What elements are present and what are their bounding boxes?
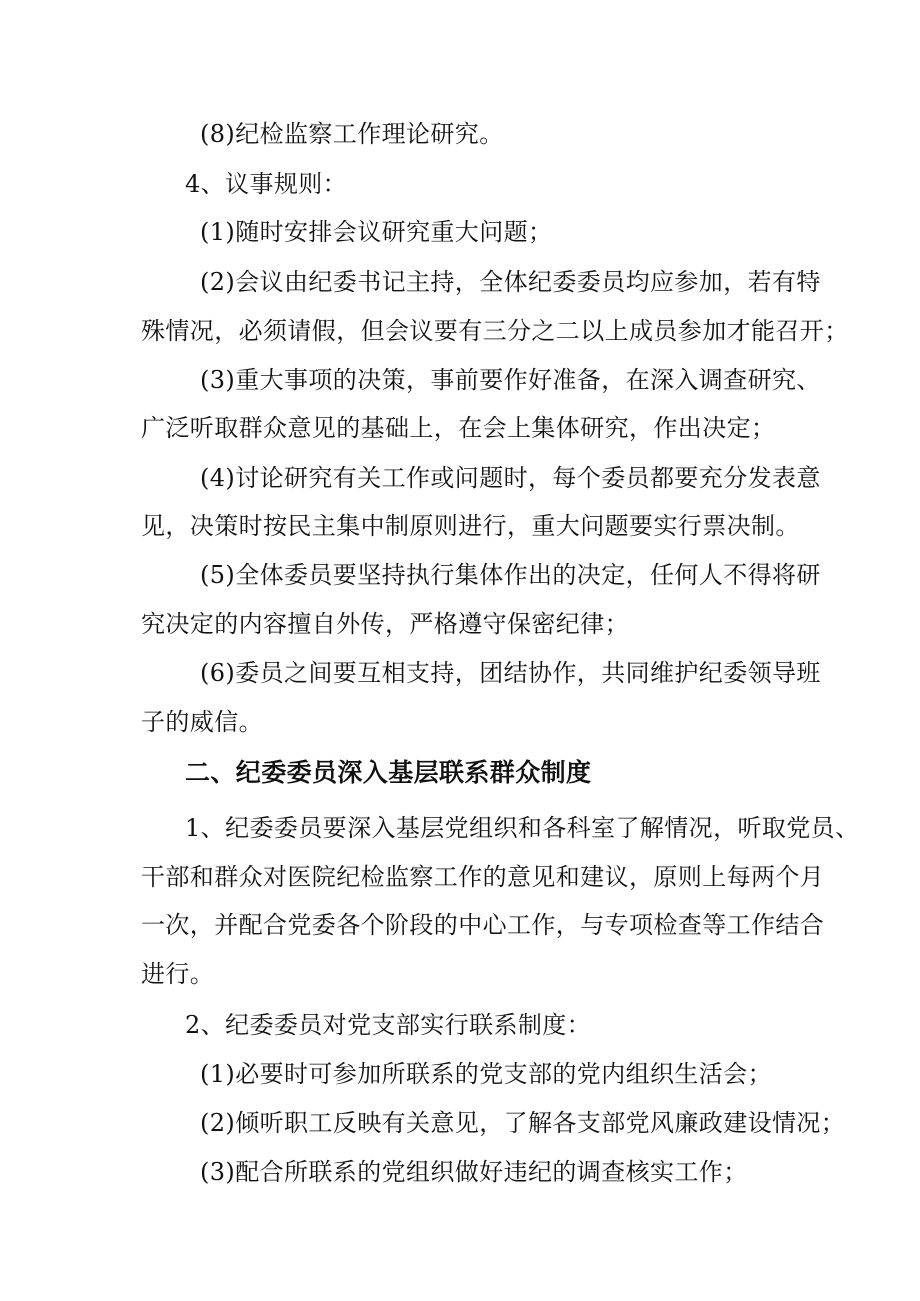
rule-3-line-1: (3)重大事项的决策，事前要作好准备，在深入调查研究、 (200, 366, 821, 394)
policy-1-line-4: 进行。 (141, 960, 215, 988)
rule-1-line: (1)随时安排会议研究重大问题； (200, 218, 553, 246)
policy-2-title: 2、纪委委员对党支部实行联系制度： (185, 1011, 592, 1039)
rule-4-line-1: (4)讨论研究有关工作或问题时，每个委员都要充分发表意 (200, 464, 821, 492)
section-heading: 二、纪委委员深入基层联系群众制度 (185, 758, 592, 787)
policy-1-line-2: 干部和群众对医院纪检监察工作的意见和建议，原则上每两个月 (141, 863, 825, 891)
policy-1-line-3: 一次，并配合党委各个阶段的中心工作，与专项检查等工作结合 (141, 911, 825, 939)
policy-1-line-1: 1、纪委委员要深入基层党组织和各科室了解情况，听取党员、 (185, 814, 860, 842)
rule-5-line-2: 究决定的内容擅自外传，严格遵守保密纪律； (141, 610, 629, 638)
rule-2-line-2: 殊情况，必须请假，但会议要有三分之二以上成员参加才能召开； (141, 317, 849, 345)
rule-6-line-2: 子的威信。 (141, 708, 263, 736)
rule-4-line-2: 见，决策时按民主集中制原则进行，重大问题要实行票决制。 (141, 512, 800, 540)
policy-2-item-1: (1)必要时可参加所联系的党支部的党内组织生活会； (200, 1060, 772, 1088)
rule-3-line-2: 广泛听取群众意见的基础上，在会上集体研究，作出决定； (141, 414, 776, 442)
policy-2-item-3: (3)配合所联系的党组织做好违纪的调查核实工作； (200, 1158, 748, 1186)
rule-2-line-1: (2)会议由纪委书记主持，全体纪委委员均应参加，若有特 (200, 268, 821, 296)
item-8-line: (8)纪检监察工作理论研究。 (200, 120, 504, 148)
section-4-title: 4、议事规则： (185, 170, 348, 198)
policy-2-item-2: (2)倾听职工反映有关意见，了解各支部党风廉政建设情况； (200, 1109, 846, 1137)
rule-6-line-1: (6)委员之间要互相支持，团结协作，共同维护纪委领导班 (200, 659, 821, 687)
rule-5-line-1: (5)全体委员要坚持执行集体作出的决定，任何人不得将研 (200, 561, 821, 589)
